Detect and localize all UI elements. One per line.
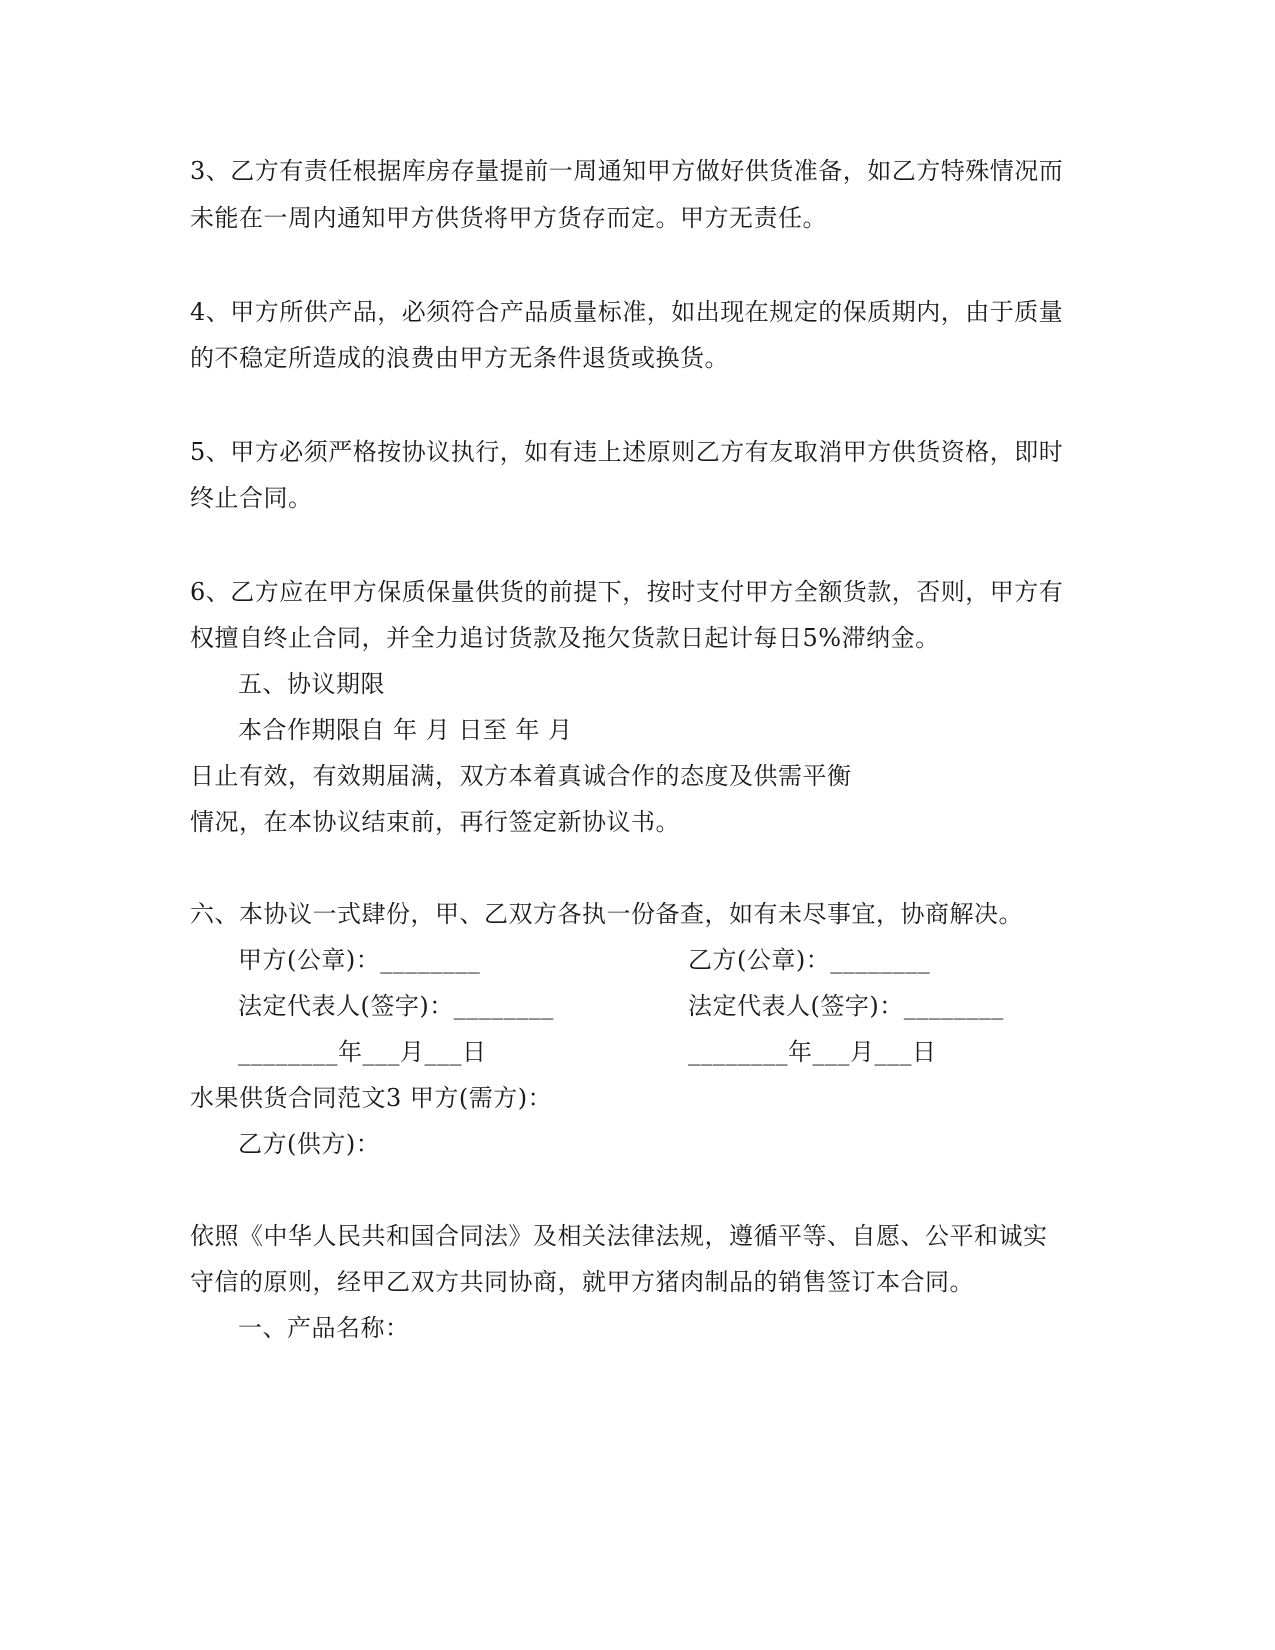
contract-3-item-1: 一、产品名称： <box>238 1314 410 1342</box>
section-6-text: 六、本协议一式肆份，甲、乙双方各执一份备查，如有未尽事宜，协商解决。 <box>190 900 1023 928</box>
contract-3-title: 水果供货合同范文3 甲方(需方)： <box>190 1084 553 1112</box>
contract-3-intro-line-1: 依照《中华人民共和国合同法》及相关法律法规，遵循平等、自愿、公平和诚实 <box>190 1222 1048 1250</box>
section-5-line-2: 日止有效，有效期届满，双方本着真诚合作的态度及供需平衡 <box>190 762 852 790</box>
clause-3-line-2: 未能在一周内通知甲方供货将甲方货存而定。甲方无责任。 <box>190 204 827 232</box>
clause-4-line-2: 的不稳定所造成的浪费由甲方无条件退货或换货。 <box>190 344 729 372</box>
party-b-date: ________年___月___日 <box>688 1038 937 1066</box>
clause-6-line-1: 6、乙方应在甲方保质保量供货的前提下，按时支付甲方全额货款，否则，甲方有 <box>190 578 1064 606</box>
party-a-representative: 法定代表人(签字)：________ <box>238 992 554 1020</box>
party-b-seal: 乙方(公章)：________ <box>688 946 931 974</box>
party-a-date: ________年___月___日 <box>238 1038 487 1066</box>
clause-6-line-2: 权擅自终止合同，并全力追讨货款及拖欠货款日起计每日5%滞纳金。 <box>190 624 940 652</box>
contract-3-party-b: 乙方(供方)： <box>238 1130 381 1158</box>
section-5-line-1: 本合作期限自 年 月 日至 年 月 <box>238 716 573 744</box>
party-b-representative: 法定代表人(签字)：________ <box>688 992 1004 1020</box>
contract-3-intro-line-2: 守信的原则，经甲乙双方共同协商，就甲方猪肉制品的销售签订本合同。 <box>190 1268 974 1296</box>
section-5-heading: 五、协议期限 <box>238 670 385 698</box>
clause-5-line-2: 终止合同。 <box>190 484 313 512</box>
party-a-seal: 甲方(公章)：________ <box>238 946 481 974</box>
section-5-line-3: 情况，在本协议结束前，再行签定新协议书。 <box>190 808 680 836</box>
clause-4-line-1: 4、甲方所供产品，必须符合产品质量标准，如出现在规定的保质期内，由于质量 <box>190 298 1064 326</box>
clause-3-line-1: 3、乙方有责任根据库房存量提前一周通知甲方做好供货准备，如乙方特殊情况而 <box>190 157 1064 185</box>
clause-5-line-1: 5、甲方必须严格按协议执行，如有违上述原则乙方有友取消甲方供货资格，即时 <box>190 438 1064 466</box>
